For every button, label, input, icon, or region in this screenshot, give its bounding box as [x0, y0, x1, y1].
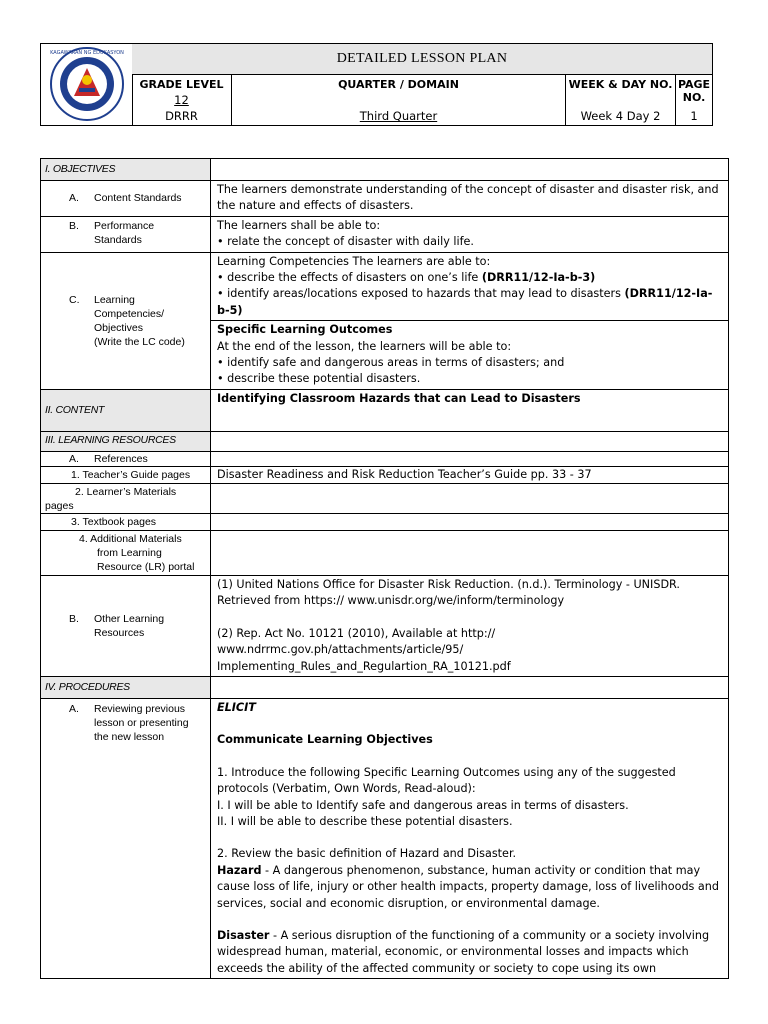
content-standards-label: Content Standards [94, 192, 182, 204]
quarter-label: QUARTER / DOMAIN [338, 78, 459, 91]
review-label-2: lesson or presenting [94, 716, 189, 729]
references-label: References [94, 452, 148, 465]
grade-level-label: GRADE LEVEL [139, 78, 224, 91]
deped-seal-logo [41, 44, 132, 125]
week-label: WEEK & DAY NO. [568, 78, 673, 91]
hazard-def: - A dangerous phenomenon, substance, human activity or condition that may cause loss of life, injury or other health impacts, property damage, loss of livelihoods and services, social and economic disruption, or environmental damage. [217, 863, 719, 910]
page-cell [676, 75, 712, 125]
other-resources-label-cell [41, 575, 211, 676]
step2: 2. Review the basic definition of Hazard and Disaster. [217, 847, 517, 861]
disaster-term: Disaster [217, 928, 270, 942]
resources-heading: III. LEARNING RESOURCES [41, 431, 211, 451]
disaster-def: - A serious disruption of the functioning of a community or a society involving widespread human, material, economic, or environmental losses and impacts which exceeds the ability of the affected community or society to cope using its own [217, 928, 710, 975]
disaster-definition [217, 928, 723, 977]
review-lesson-label-cell [41, 698, 211, 978]
elicit-heading: ELICIT [217, 700, 256, 714]
ref2-line-3: Implementing_Rules_and_Regulartion_RA_10121.pdf [217, 659, 511, 673]
procedures-heading: IV. PROCEDURES [41, 676, 211, 698]
lm-pages-label-2: pages [45, 499, 74, 512]
review-lesson-content [211, 698, 729, 978]
hazard-definition [217, 863, 723, 912]
learning-competencies-text [211, 252, 729, 321]
other-resources-label-2: Resources [94, 626, 145, 639]
lc-item-1 [217, 270, 723, 286]
ref1-line-1: (1) United Nations Office for Disaster Risk Reduction. (n.d.). Terminology - UNISDR. [217, 577, 680, 591]
performance-standards-label-1: Performance [94, 219, 155, 232]
step1-line-2: protocols (Verbatim, Own Words, Read-aloud): [217, 782, 476, 796]
page-label: PAGE NO. [677, 78, 711, 104]
learning-competencies-label-cell [41, 252, 211, 389]
step1-line-4: II. I will be able to describe these potential disasters. [217, 814, 513, 828]
lc-label-2: Competencies/ [94, 307, 165, 320]
review-label-3: the new lesson [94, 730, 165, 743]
tg-pages-label: 1. Teacher’s Guide pages [71, 468, 191, 481]
hazard-term: Hazard [217, 863, 262, 877]
lm-pages-label-cell [41, 483, 211, 513]
references-num: A. [69, 452, 79, 465]
performance-standards-label-cell [41, 216, 211, 252]
additional-materials-label-cell [41, 530, 211, 575]
logo-cell [41, 44, 133, 125]
content-standards-num: A. [69, 192, 79, 204]
quarter-value: Third Quarter [359, 109, 438, 123]
other-resources-num: B. [69, 612, 79, 625]
other-resources-text [211, 575, 729, 676]
lm-pages-label-1: 2. Learner’s Materials [75, 485, 177, 498]
content-standards-text: The learners demonstrate understanding of the concept of disaster and disaster risk, and the nature and effects of disasters. [211, 181, 729, 217]
textbook-pages-label: 3. Textbook pages [71, 515, 157, 528]
communicate-objectives-heading: Communicate Learning Objectives [217, 733, 433, 747]
quarter-cell [232, 75, 566, 125]
review-label-1: Reviewing previous [94, 702, 186, 715]
performance-standards-text [211, 216, 729, 252]
tg-pages-value: Disaster Readiness and Risk Reduction Teacher’s Guide pp. 33 - 37 [211, 466, 729, 483]
additional-label-1: 4. Additional Materials [79, 532, 182, 545]
other-resources-label-1: Other Learning [94, 612, 165, 625]
lc-item-2-code: (DRR11/12-Ia-b-5) [217, 287, 713, 317]
week-value: Week 4 Day 2 [580, 109, 661, 123]
week-cell [566, 75, 676, 125]
slo-intro: At the end of the lesson, the learners will be able to: [217, 339, 512, 353]
page-value: 1 [690, 109, 698, 123]
content-title: Identifying Classroom Hazards that can Lead to Disasters [211, 389, 729, 431]
content-standards-label-cell [41, 181, 211, 217]
grade-level-subject: DRRR [165, 109, 198, 123]
lc-item-2-text: • identify areas/locations exposed to hazards that may lead to disasters [217, 287, 625, 301]
performance-standards-line-2: • relate the concept of disaster with daily life. [217, 235, 474, 249]
lesson-plan-table [40, 158, 729, 979]
lc-label-4: (Write the LC code) [94, 335, 185, 348]
performance-standards-line-1: The learners shall be able to: [217, 218, 381, 232]
lesson-plan-header [40, 43, 713, 126]
lc-item-1-text: • describe the effects of disasters on one’s life [217, 271, 482, 285]
ref2-line-2: www.ndrrmc.gov.ph/attachments/article/95/ [217, 643, 464, 657]
slo-item-2: • describe these potential disasters. [217, 372, 421, 386]
references-label-cell [41, 451, 211, 466]
performance-standards-num: B. [69, 219, 79, 232]
objectives-heading: I. OBJECTIVES [41, 159, 211, 181]
step1-line-1: 1. Introduce the following Specific Learning Outcomes using any of the suggested [217, 765, 676, 779]
additional-label-2: from Learning [97, 546, 162, 559]
svg-text:KAGAWARAN NG EDUKASYON: KAGAWARAN NG EDUKASYON [50, 50, 124, 56]
performance-standards-label-2: Standards [94, 233, 142, 246]
textbook-pages-label-cell [41, 513, 211, 530]
slo-heading: Specific Learning Outcomes [217, 323, 393, 337]
tg-pages-label-cell [41, 466, 211, 483]
grade-level-value: 12 [174, 93, 189, 107]
review-num: A. [69, 702, 79, 715]
grade-level-cell [132, 75, 232, 125]
lc-item-2 [217, 286, 723, 319]
content-heading: II. CONTENT [41, 389, 211, 431]
slo-item-1: • identify safe and dangerous areas in terms of disasters; and [217, 356, 565, 370]
lc-item-1-code: (DRR11/12-Ia-b-3) [481, 271, 596, 285]
specific-learning-outcomes [211, 321, 729, 390]
additional-label-3: Resource (LR) portal [97, 560, 195, 573]
lc-intro: Learning Competencies The learners are able to: [217, 254, 491, 268]
lc-label-1: Learning [94, 293, 135, 306]
document-title: DETAILED LESSON PLAN [132, 44, 712, 75]
learning-competencies-num: C. [69, 293, 80, 306]
ref2-line-1: (2) Rep. Act No. 10121 (2010), Available at http:// [217, 626, 496, 640]
step1-line-3: I. I will be able to Identify safe and dangerous areas in terms of disasters. [217, 798, 629, 812]
ref1-line-2: Retrieved from https:// www.unisdr.org/we/inform/terminology [217, 594, 565, 608]
lc-label-3: Objectives [94, 321, 144, 334]
